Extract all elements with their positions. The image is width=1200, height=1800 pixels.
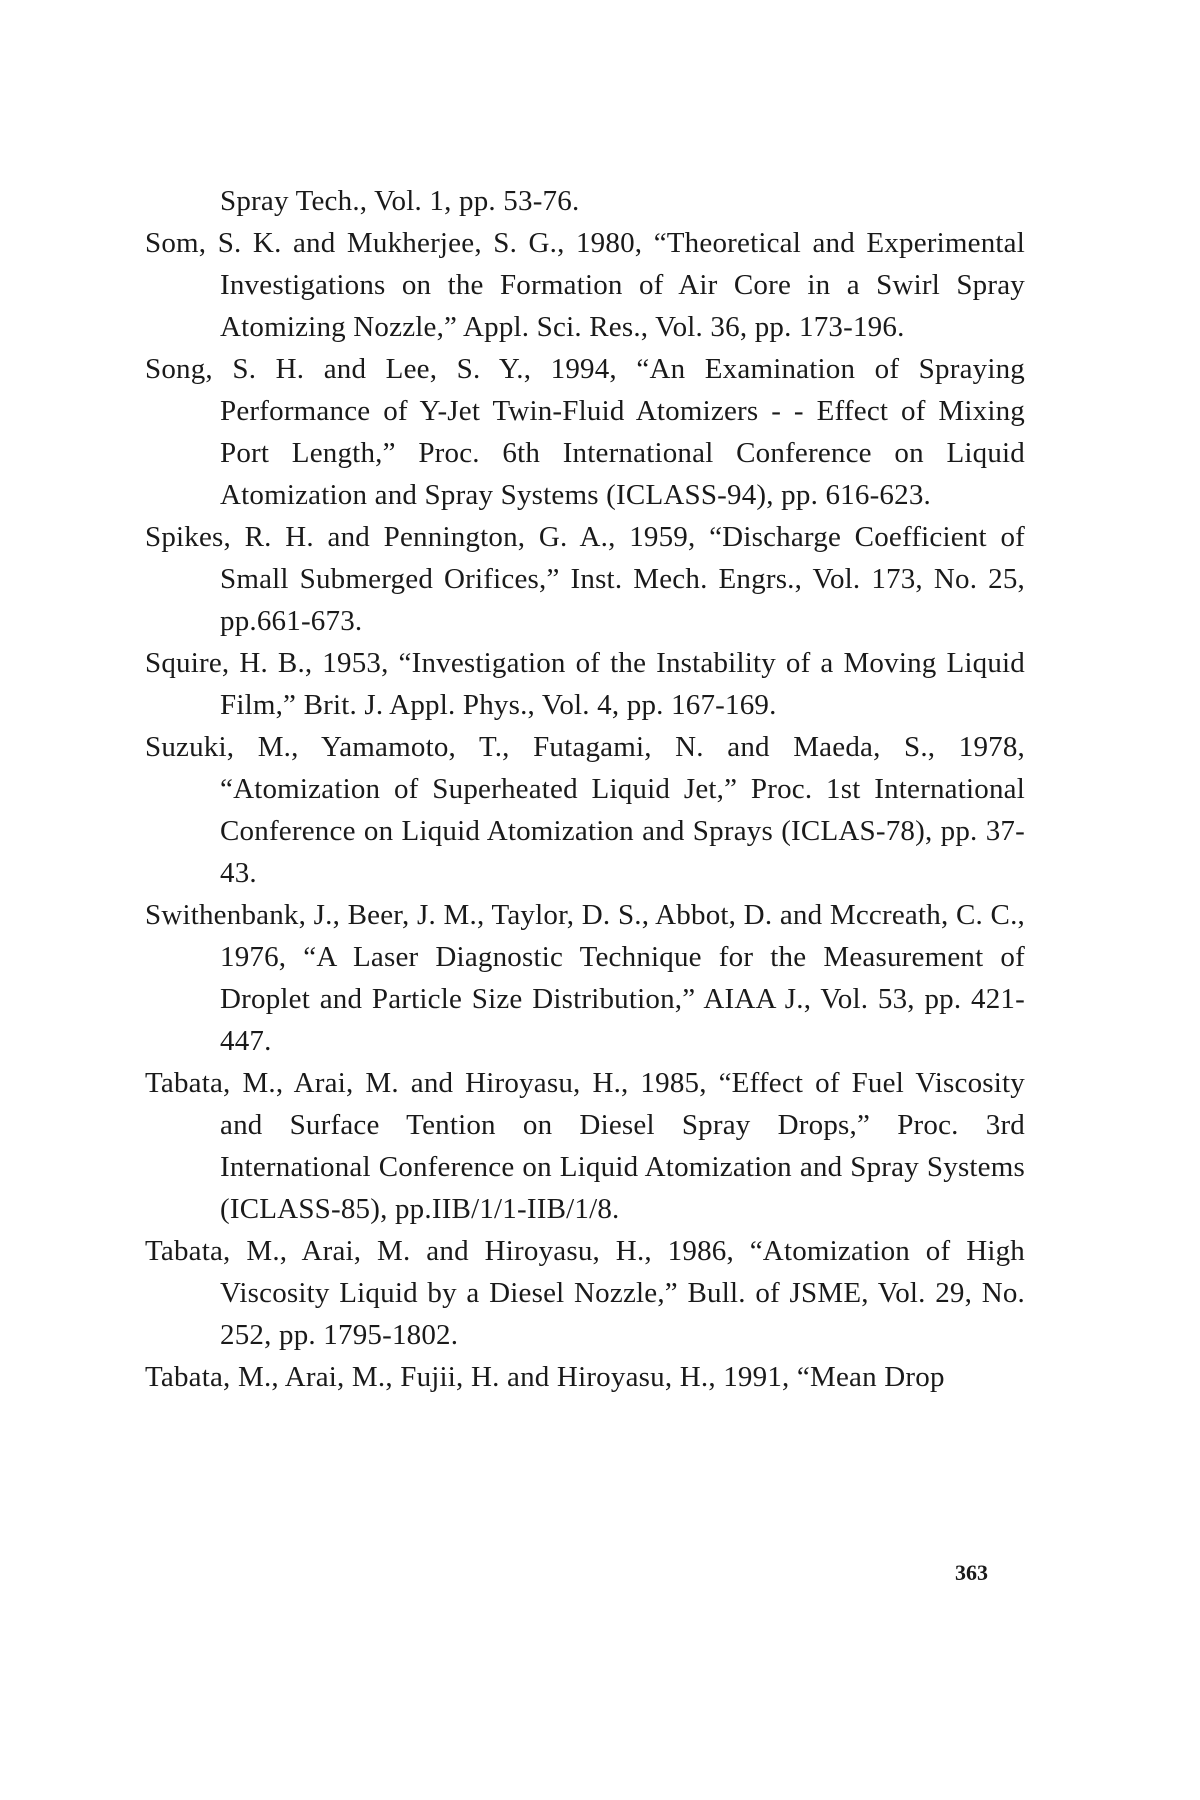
reference-squire-1953: Squire, H. B., 1953, “Investigation of the Instability of a Moving Liquid Film,” Brit. J. Appl. Phys., Vol. 4, pp. 167-169. <box>145 647 1025 721</box>
reference-song-1994: Song, S. H. and Lee, S. Y., 1994, “An Examination of Spraying Performance of Y-Jet Twin-Fluid Atomizers - - Effect of Mixing Port Length,” Proc. 6th International Conference on Liquid Atomization and Spray Systems (ICLASS-94), pp. 616-623. <box>145 353 1025 511</box>
reference-swithenbank-1976: Swithenbank, J., Beer, J. M., Taylor, D. S., Abbot, D. and Mccreath, C. C., 1976, “A Laser Diagnostic Technique for the Measurement of Droplet and Particle Size Distribution,” AIAA J., Vol. 53, pp. 421-447. <box>145 899 1025 1057</box>
reference-tabata-1986: Tabata, M., Arai, M. and Hiroyasu, H., 1986, “Atomization of High Viscosity Liquid by a Diesel Nozzle,” Bull. of JSME, Vol. 29, No. 252, pp. 1795-1802. <box>145 1235 1025 1351</box>
reference-spikes-1959: Spikes, R. H. and Pennington, G. A., 1959, “Discharge Coefficient of Small Submerged Orifices,” Inst. Mech. Engrs., Vol. 173, No. 25, pp.661-673. <box>145 521 1025 637</box>
reference-som-1980: Som, S. K. and Mukherjee, S. G., 1980, “Theoretical and Experimental Investigations on the Formation of Air Core in a Swirl Spray Atomizing Nozzle,” Appl. Sci. Res., Vol. 36, pp. 173-196. <box>145 227 1025 343</box>
page-number: 363 <box>955 1560 988 1585</box>
reference-suzuki-1978: Suzuki, M., Yamamoto, T., Futagami, N. and Maeda, S., 1978, “Atomization of Superheated Liquid Jet,” Proc. 1st International Conference on Liquid Atomization and Sprays (ICLAS-78), pp. 37-43. <box>145 731 1025 889</box>
reference-list <box>145 180 1025 1398</box>
reference-tabata-1985: Tabata, M., Arai, M. and Hiroyasu, H., 1985, “Effect of Fuel Viscosity and Surface Tention on Diesel Spray Drops,” Proc. 3rd International Conference on Liquid Atomization and Spray Systems (ICLASS-85), pp.IIB/1/1-IIB/1/8. <box>145 1067 1025 1225</box>
reference-continuation: Spray Tech., Vol. 1, pp. 53-76. <box>220 185 580 217</box>
reference-tabata-1991: Tabata, M., Arai, M., Fujii, H. and Hiroyasu, H., 1991, “Mean Drop <box>145 1361 945 1393</box>
